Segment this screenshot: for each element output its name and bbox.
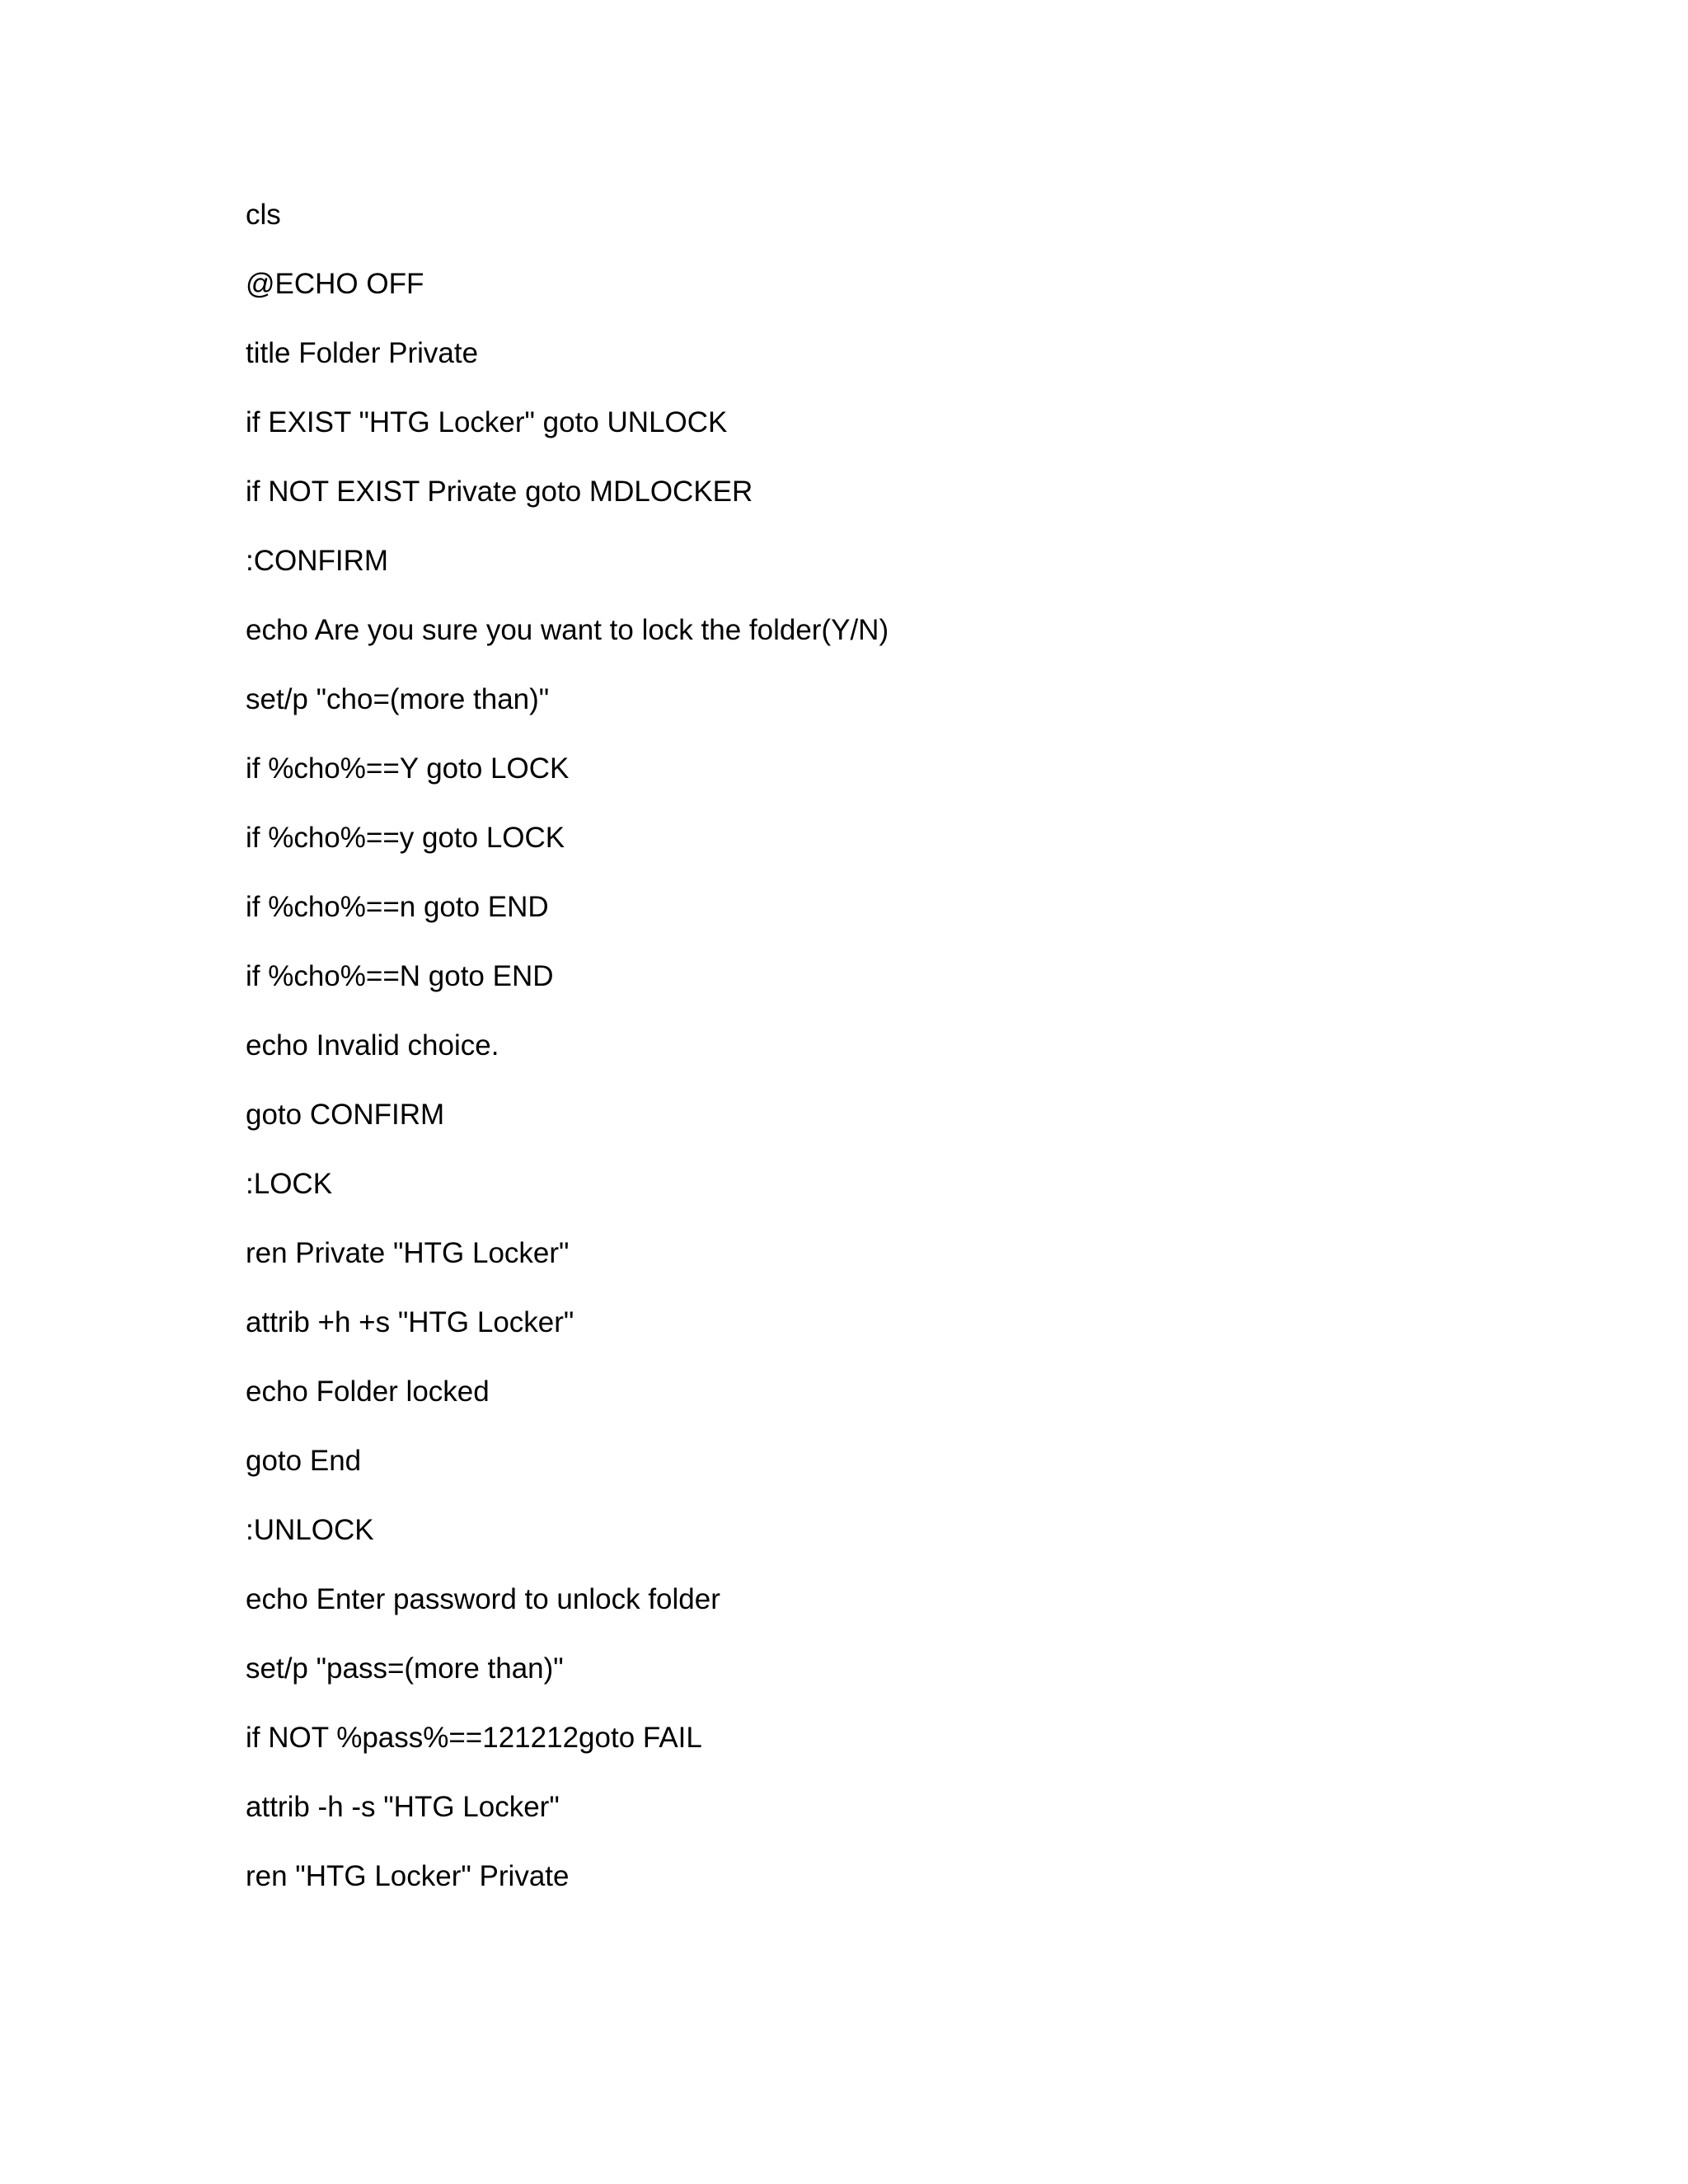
script-line-11: if %cho%==n goto END xyxy=(246,891,549,923)
batch-script-lines xyxy=(246,196,889,1927)
script-line-14: goto CONFIRM xyxy=(246,1099,445,1131)
script-line-7: echo Are you sure you want to lock the folder(Y/N) xyxy=(246,614,889,646)
script-line-25: ren "HTG Locker" Private xyxy=(246,1860,570,1892)
script-line-18: echo Folder locked xyxy=(246,1376,490,1408)
script-line-1: cls xyxy=(246,199,281,231)
script-line-23: if NOT %pass%==121212goto FAIL xyxy=(246,1722,702,1754)
script-line-13: echo Invalid choice. xyxy=(246,1029,499,1062)
script-line-19: goto End xyxy=(246,1445,362,1477)
script-line-3: title Folder Private xyxy=(246,337,479,369)
script-line-12: if %cho%==N goto END xyxy=(246,960,554,992)
script-line-21: echo Enter password to unlock folder xyxy=(246,1583,720,1615)
script-line-17: attrib +h +s "HTG Locker" xyxy=(246,1306,574,1338)
script-line-5: if NOT EXIST Private goto MDLOCKER xyxy=(246,476,753,508)
script-line-24: attrib -h -s "HTG Locker" xyxy=(246,1791,560,1823)
script-line-10: if %cho%==y goto LOCK xyxy=(246,822,565,854)
script-line-4: if EXIST "HTG Locker" goto UNLOCK xyxy=(246,406,728,438)
script-line-20: :UNLOCK xyxy=(246,1514,374,1546)
script-line-16: ren Private "HTG Locker" xyxy=(246,1237,570,1269)
script-line-9: if %cho%==Y goto LOCK xyxy=(246,752,570,785)
script-line-2: @ECHO OFF xyxy=(246,268,424,300)
script-line-8: set/p "cho=(more than)" xyxy=(246,683,550,715)
script-line-6: :CONFIRM xyxy=(246,545,389,577)
script-line-22: set/p "pass=(more than)" xyxy=(246,1652,564,1685)
script-line-15: :LOCK xyxy=(246,1168,333,1200)
